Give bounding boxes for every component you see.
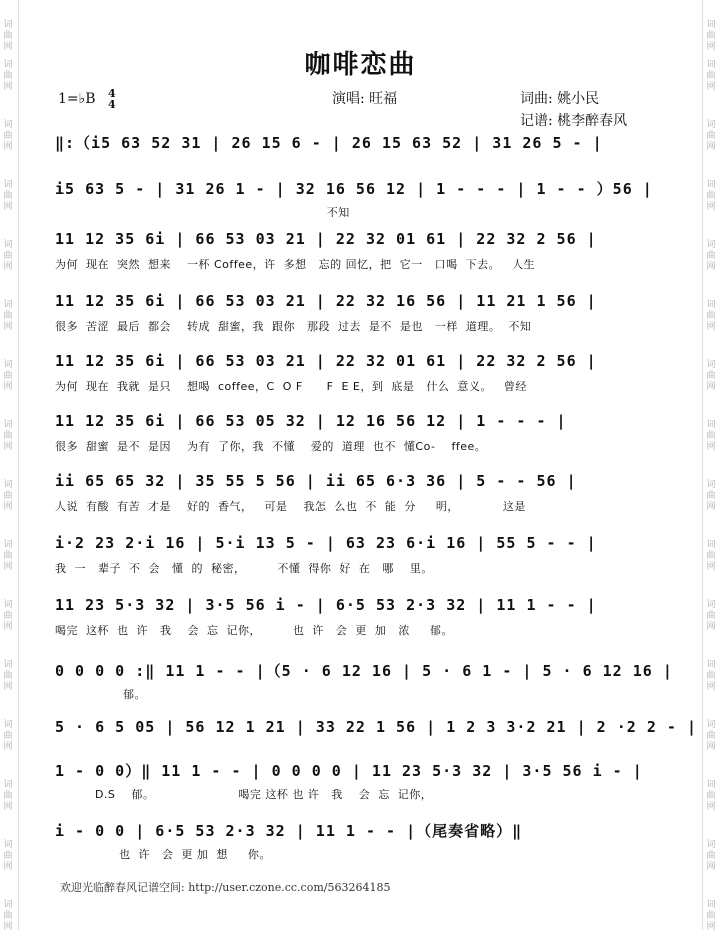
watermark-text: 词 曲 网 (706, 540, 716, 572)
notation-line: 11 12 35 6i | 66 53 03 21 | 22 32 16 56 | 11 21 1 56 | (55, 292, 597, 310)
watermark-text: 词 曲 网 (3, 540, 13, 572)
watermark-text: 词 曲 网 (706, 420, 716, 452)
watermark-text: 词 曲 网 (3, 600, 13, 632)
score-row (55, 472, 670, 513)
lyrics-line: 为何 现在 我就 是只 想喝 coffee，C O F F E E，到 底是 什么 意义。 曾经 (55, 380, 527, 393)
notation-line: 5 · 6 5 05 | 56 12 1 21 | 33 22 1 56 | 1 2 3 3·2 21 | 2 ·2 2 - | (55, 718, 697, 736)
score-row (55, 820, 670, 861)
time-numerator: 4 (107, 87, 116, 100)
score-row (55, 596, 670, 637)
watermark-text: 词 曲 网 (3, 900, 13, 932)
score-row (55, 760, 670, 801)
watermark-text: 词 曲 网 (3, 660, 13, 692)
watermark-text: 词 曲 网 (706, 60, 716, 92)
score-row (55, 534, 670, 575)
lyrics-line: 喝完 这杯 也 许 我 会 忘 记你， 也 许 会 更 加 浓 郁。 (55, 624, 453, 637)
score-row (55, 660, 673, 701)
watermark-text: 词 曲 网 (3, 20, 13, 52)
lyrics-line: 人说 有酸 有苦 才是 好的 香气， 可是 我怎 么也 不 能 分 明， 这是 (55, 500, 526, 513)
score-row (55, 132, 670, 168)
watermark-text: 词 曲 网 (3, 180, 13, 212)
watermark-text: 词 曲 网 (706, 120, 716, 152)
left-watermark-strip (0, 0, 19, 930)
notation-line: i·2 23 2·i 16 | 5·i 13 5 - | 63 23 6·i 16 | 55 5 - - | (55, 534, 597, 552)
watermark-text: 词 曲 网 (706, 780, 716, 812)
watermark-text: 词 曲 网 (3, 120, 13, 152)
score-row (55, 178, 670, 219)
lyrics-line: 也 许 会 更 加 想 你。 (55, 848, 271, 861)
score-row (55, 352, 670, 393)
singer-credit: 演唱: 旺福 (332, 91, 398, 107)
lyrics-line: 不知 (55, 206, 350, 219)
watermark-text: 词 曲 网 (3, 60, 13, 92)
composer-credit: 词曲: 姚小民 (520, 91, 600, 107)
score-row (55, 412, 670, 453)
notation-line: 11 12 35 6i | 66 53 05 32 | 12 16 56 12 | 1 - - - | (55, 412, 567, 430)
watermark-text: 词 曲 网 (706, 900, 716, 932)
lyrics-line: 很多 苦涩 最后 都会 转成 甜蜜，我 跟你 那段 过去 是不 是也 一样 道理。 不知 (55, 320, 532, 333)
notation-line: 11 12 35 6i | 66 53 03 21 | 22 32 01 61 | 22 32 2 56 | (55, 230, 597, 248)
key-signature (58, 88, 116, 110)
lyrics-line: D.S 郁。 喝完 这杯 也 许 我 会 忘 记你， (55, 788, 433, 801)
watermark-text: 词 曲 网 (3, 780, 13, 812)
watermark-text: 词 曲 网 (3, 720, 13, 752)
notation-line: 0 0 0 0 :‖ 11 1 - - |（5 · 6 12 16 | 5 · 6 1 - | 5 · 6 12 16 | (55, 662, 673, 680)
watermark-text: 词 曲 网 (3, 420, 13, 452)
watermark-text: 词 曲 网 (706, 600, 716, 632)
watermark-text: 词 曲 网 (706, 660, 716, 692)
transcriber-credit: 记谱: 桃李醉春风 (520, 113, 628, 129)
key-label: 1=♭B (58, 91, 96, 107)
watermark-text: 词 曲 网 (706, 240, 716, 272)
notation-line: i - 0 0 | 6·5 53 2·3 32 | 11 1 - - |（尾奏省略）‖ (55, 822, 523, 840)
notation-line: i5 63 5 - | 31 26 1 - | 32 16 56 12 | 1 - - - | 1 - - ）56 | (55, 180, 653, 198)
lyrics-line: 很多 甜蜜 是不 是因 为有 了你，我 不懂 爱的 道理 也不 懂Co- ffee。 (55, 440, 487, 453)
song-title: 咖啡恋曲 (304, 50, 417, 80)
watermark-text: 词 曲 网 (3, 360, 13, 392)
footer-url-text: 欢迎光临醉春风记谱空间: http://user.czone.cc.com/563264185 (60, 881, 391, 894)
watermark-text: 词 曲 网 (706, 180, 716, 212)
time-denominator: 4 (107, 98, 116, 111)
score-row (55, 292, 670, 333)
watermark-text: 词 曲 网 (706, 480, 716, 512)
score-row (55, 230, 670, 271)
notation-line: 11 23 5·3 32 | 3·5 56 i - | 6·5 53 2·3 32 | 11 1 - - | (55, 596, 597, 614)
watermark-text: 词 曲 网 (3, 840, 13, 872)
watermark-text: 词 曲 网 (706, 300, 716, 332)
score-row (55, 718, 697, 754)
watermark-text: 词 曲 网 (706, 840, 716, 872)
watermark-text: 词 曲 网 (3, 480, 13, 512)
notation-line: 1 - 0 0）‖ 11 1 - - | 0 0 0 0 | 11 23 5·3 32 | 3·5 56 i - | (55, 762, 643, 780)
lyrics-line: 我 一 辈子 不 会 懂 的 秘密， 不懂 得你 好 在 哪 里。 (55, 562, 433, 575)
watermark-text: 词 曲 网 (3, 240, 13, 272)
lyrics-line: 为何 现在 突然 想来 一杯 Coffee，许 多想 忘的 回忆，把 它一 口喝 下去。 人生 (55, 258, 536, 271)
watermark-text: 词 曲 网 (706, 720, 716, 752)
right-watermark-strip (702, 0, 721, 930)
watermark-text: 词 曲 网 (706, 360, 716, 392)
watermark-text: 词 曲 网 (706, 20, 716, 52)
lyrics-line: 郁。 (55, 688, 146, 701)
notation-line: ii 65 65 32 | 35 55 5 56 | ii 65 6·3 36 | 5 - - 56 | (55, 472, 577, 490)
watermark-text: 词 曲 网 (3, 300, 13, 332)
notation-line: ‖:（i5 63 52 31 | 26 15 6 - | 26 15 63 52 | 31 26 5 - | (55, 134, 603, 152)
notation-line: 11 12 35 6i | 66 53 03 21 | 22 32 01 61 | 22 32 2 56 | (55, 352, 597, 370)
